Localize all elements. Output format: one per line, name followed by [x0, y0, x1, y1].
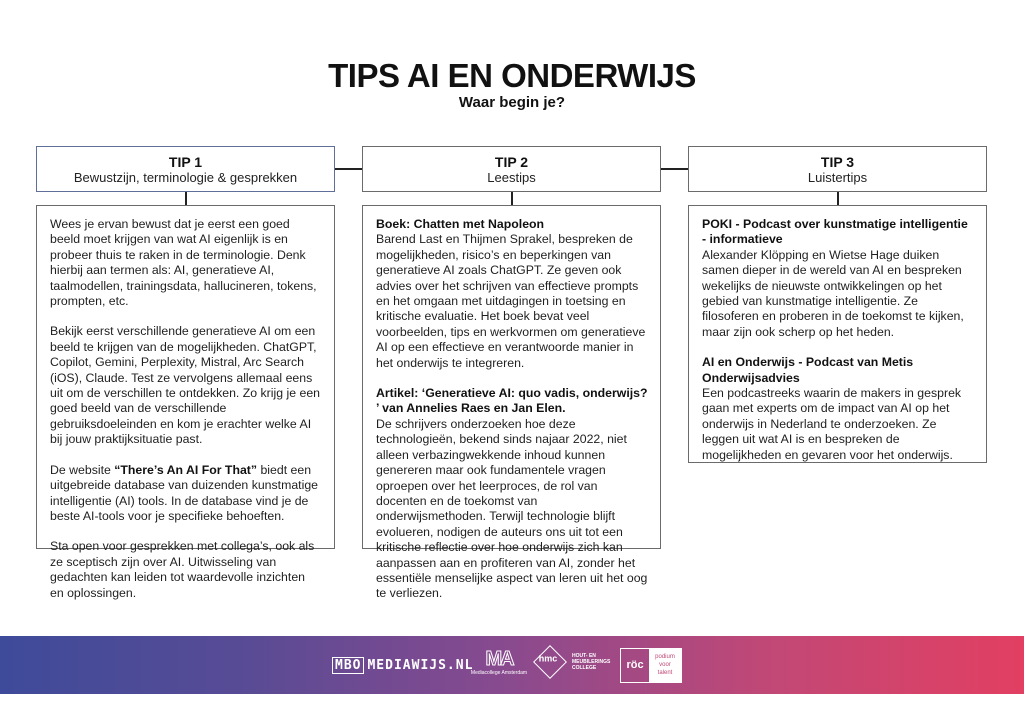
roc-logo: [620, 648, 682, 683]
tip1-paragraph-explore: Bekijk eerst verschillende generatieve AI om een beeld te krijgen van de mogelijkheden. ChatGPT, Copilot, Gemini, Perplexity, Mistral, Arc Search (iOS), Claude. Test ze vervolgens allemaal eens uit om de verschillen te ontdekken. Zo krijg je een goed beeld van de verschillende gebruiksdoeleinden en kom je erachter welke AI bij jouw praktijksituatie past.: [50, 324, 320, 447]
hmc-caption-line: HOUT- EN: [572, 653, 596, 659]
ma-mark: MA: [485, 648, 513, 670]
hmc-caption-line: COLLEGE: [572, 665, 597, 671]
tip1-content: [36, 205, 335, 600]
tip2-item-article: [376, 386, 648, 602]
footer-gradient-band: [0, 636, 1024, 694]
tip1-number: TIP 1: [168, 154, 203, 170]
connector-tip3-down: [837, 192, 839, 205]
tip1-header: [36, 146, 335, 192]
tip3-item-poki: [702, 217, 974, 340]
tip3-subtitle: Luistertips: [807, 170, 868, 185]
tip2-content: [362, 205, 661, 601]
mediacollege-amsterdam-logo: [470, 648, 528, 676]
tip3-number: TIP 3: [820, 154, 855, 170]
tip3-poki-title: POKI - Podcast over kunstmatige intelligentie - informatieve: [702, 217, 968, 247]
tip3-content: [688, 205, 987, 463]
tip3-header: [688, 146, 987, 192]
ma-caption: Mediacollege Amsterdam: [470, 670, 528, 676]
tip2-subtitle: Leestips: [487, 170, 536, 185]
roc-tagline: [649, 649, 681, 682]
connector-tip1-tip2: [335, 168, 362, 170]
tip3-item-metis: [702, 355, 974, 463]
tip2-header: [362, 146, 661, 192]
mbo-logo-text: MEDIAWIJS.NL: [367, 658, 474, 673]
hmc-mark: hmc: [538, 653, 558, 664]
tip1-paragraph-conversations: Sta open voor gesprekken met collega’s, ook als ze sceptisch zijn over AI. Uitwisseling van gedachten kan leiden tot waardevolle inzichten en oplossingen.: [50, 539, 315, 600]
page-subtitle: Waar begin je?: [458, 94, 566, 111]
page-title: TIPS AI EN ONDERWIJS: [328, 57, 696, 94]
tip2-number: TIP 2: [494, 154, 529, 170]
tip1-subtitle: Bewustzijn, terminologie & gesprekken: [73, 170, 298, 185]
hmc-logo: [538, 650, 610, 674]
tip2-item-book: [376, 217, 648, 371]
tip1-paragraph-terminology: Wees je ervan bewust dat je eerst een goed beeld moet krijgen van wat AI eigenlijk is en probeer thuis te raken in de terminologie. Denk hierbij aan termen als: AI, generatieve AI, taalmodellen, trainingsdata, hallucineren, tokens, prompten, etc.: [50, 217, 317, 309]
tip3-metis-body: Een podcastreeks waarin de makers in gesprek gaan met experts om de impact van AI op het onderwijs in Nederland te onderzoeken. Ze leggen uit wat AI is en bespreken de mogelijkheden en gevaren voor het onderwijs.: [702, 386, 962, 462]
mbo-badge: MBO: [332, 657, 364, 674]
tip1-website-pre: De website: [50, 462, 115, 477]
roc-mark: röc: [626, 659, 644, 671]
connector-tip2-down: [511, 192, 513, 205]
hmc-caption: [572, 653, 610, 671]
roc-tagline-line: voor: [659, 662, 671, 668]
tip2-book-body: Barend Last en Thijmen Sprakel, bespreken de mogelijkheden, risico’s en beperkingen van generatieve AI zoals ChatGPT. Ze geven ook advies over het schrijven van effectieve prompts en het omgaan met uitdagingen in toetsing en kritische evaluatie. Het boek bevat veel voorbeelden, tips en werkvormen om generatieve AI op een effectieve en verantwoorde manier in het onderwijs te integreren.: [376, 232, 646, 370]
tip1-website-name: “There’s An AI For That”: [114, 462, 258, 477]
roc-tagline-line: podium: [655, 654, 675, 660]
tip3-poki-body: Alexander Klöpping en Wietse Hage duiken samen dieper in de wereld van AI en bespreken wekelijks de nieuwste ontwikkelingen op het gebied van kunstmatige intelligentie. Ze filosoferen en proberen in de toekomst te kijken, maar zijn ook scherp op het heden.: [702, 247, 964, 339]
roc-tagline-line: talent: [657, 670, 673, 676]
tip1-website-post: biedt een uitgebreide database van duizenden kunstmatige intelligentie (AI) tools. In de database vind je de beste AI-tools voor je specifieke behoeften.: [50, 462, 318, 523]
tip1-paragraph-website: [50, 463, 322, 525]
connector-tip1-down: [185, 192, 187, 205]
connector-tip2-tip3: [661, 168, 688, 170]
tip2-book-title: Boek: Chatten met Napoleon: [376, 217, 545, 231]
hmc-diamond-icon: [533, 645, 567, 679]
tip2-article-body: De schrijvers onderzoeken hoe deze technologieën, bekend sinds najaar 2022, niet alleen verbazingwekkende inhoud kunnen genereren maar ook fundamentele vragen oproepen over het leerproces, de rol van docenten en de toekomst van onderwijsmethoden. Terwijl technologie blijft evolueren, nodigen de auteurs ons uit tot een kritische reflectie over hoe onderwijs zich kan aanpassen aan en profiteren van AI, zonder het essentiële menselijke aspect van leren uit het oog te verliezen.: [376, 416, 648, 601]
hmc-caption-line: MEUBILERINGS: [572, 659, 611, 665]
tip2-article-title: Artikel: ‘Generatieve AI: quo vadis, onderwijs? ’ van Annelies Raes en Jan Elen.: [376, 386, 648, 416]
mbo-mediawijs-logo: [332, 658, 473, 673]
tip3-metis-title: AI en Onderwijs - Podcast van Metis Onderwijsadvies: [702, 355, 914, 385]
